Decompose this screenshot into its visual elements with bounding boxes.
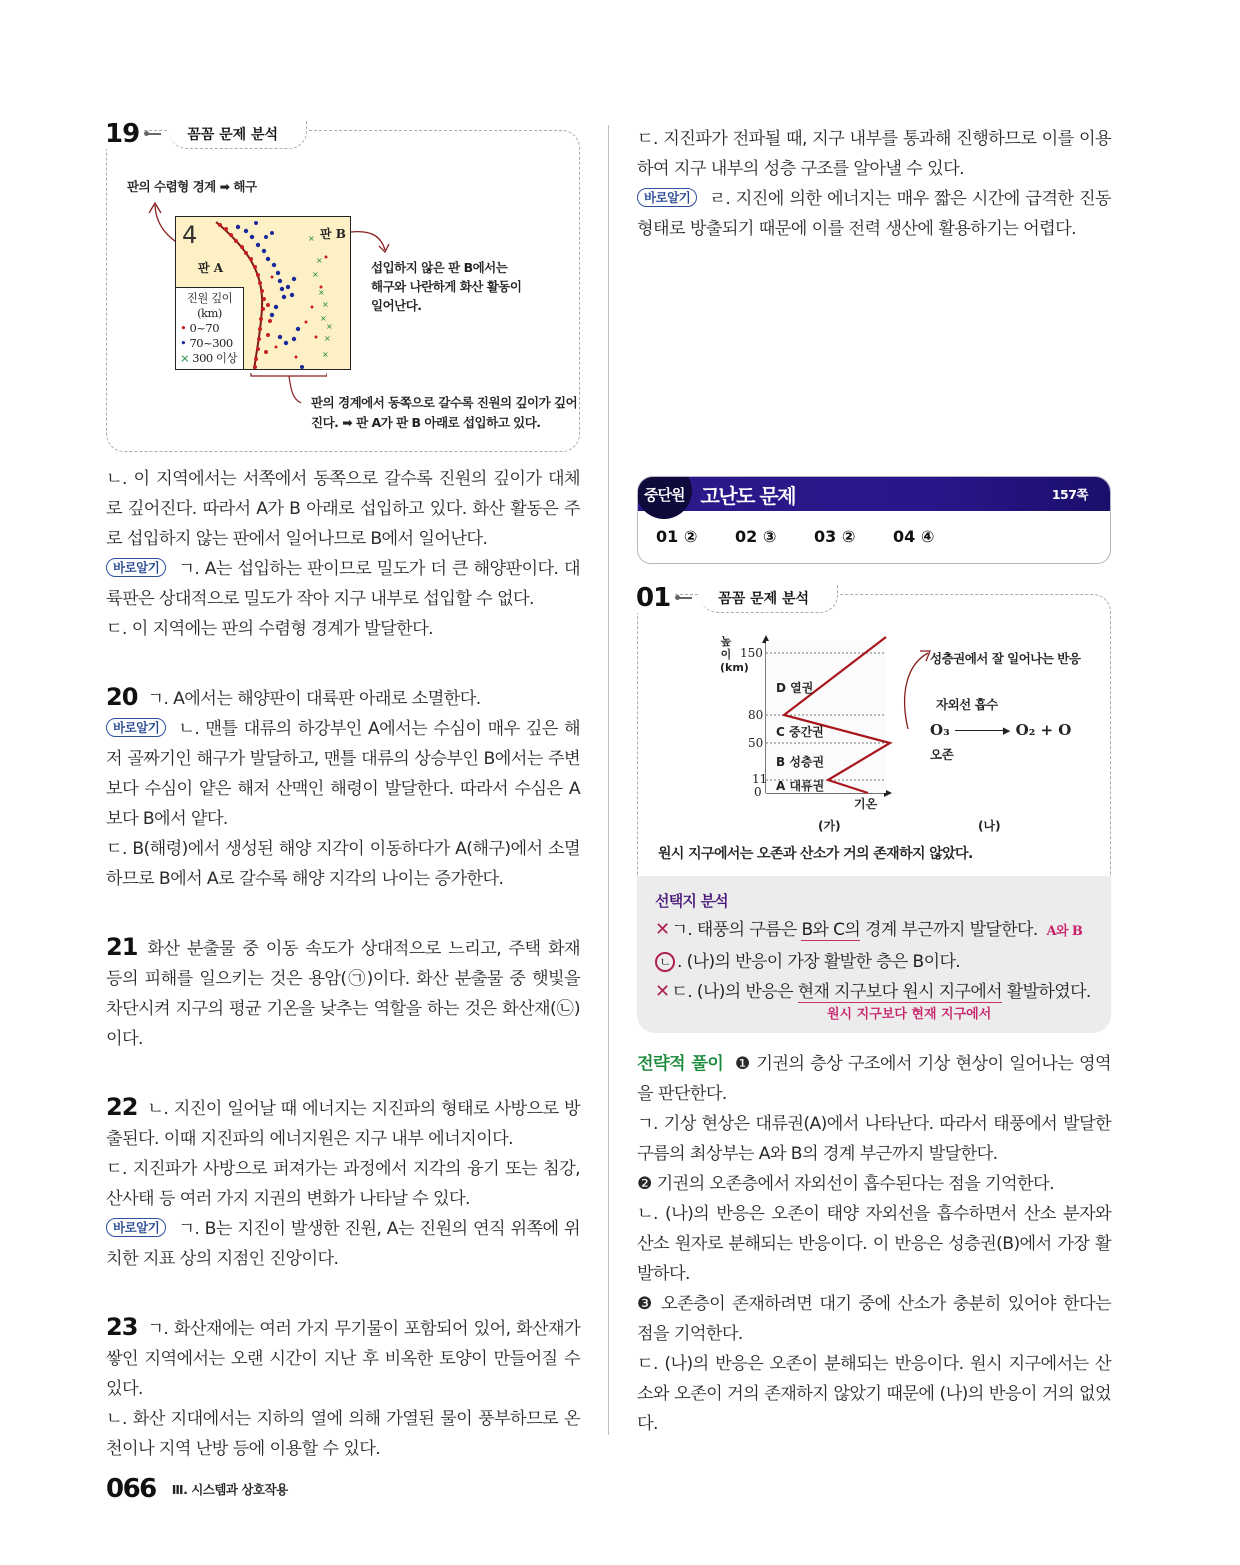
x-axis-label: 기온 [854,797,878,811]
connector-icon [678,597,692,599]
answer-item: 04 ④ [893,527,935,546]
question-number: 22 [106,1093,138,1121]
strategy-block [637,1049,1111,1439]
svg-text:0: 0 [754,785,762,799]
answer-key [638,511,1110,562]
analysis-label: 꼼꼼 문제 분석 [700,584,838,613]
annotation-right: 섭입하지 않은 판 B에서는 해구와 나란하게 화산 활동이 일어난다. [371,260,522,313]
correction-badge: 바로알기 [106,718,166,737]
q19-text: ㄴ. 이 지역에서는 서쪽에서 동쪽으로 갈수록 진원의 깊이가 대체로 깊어진다. 따라서 A가 B 아래로 섭입하고 있다. 화산 활동은 주로 섭입하지 않는 판에서 일어나므로 B에서 일어난다. [106,469,580,549]
answer-item: 01 ② [656,527,698,546]
layer-label: A 대류권 [776,779,825,793]
mid-unit-title: 고난도 문제 [700,483,796,508]
page-reference: 157쪽 [1051,487,1088,502]
plate-b-label: 판 B [320,227,346,241]
svg-text:×: × [312,270,319,279]
q22-continued [637,124,1111,244]
question-number: 20 [106,683,138,711]
svg-text:×: × [308,234,315,243]
earthquake-map [175,216,351,370]
q19-correction: 바로알기 ㄱ. A는 섭입하는 판이므로 밀도가 더 큰 해양판이다. 대륙판은 상대적으로 밀도가 작아 지구 내부로 섭입할 수 없다. [106,559,580,609]
q19-analysis-box [105,119,580,452]
choice-analysis-box [637,874,1111,1033]
svg-text:×: × [326,322,333,331]
page-number: 066 [106,1474,156,1504]
step-head: ❸ 오존층이 존재하려면 대기 중에 산소가 충분히 있어야 한다는 점을 기억한다. [637,1294,1111,1344]
choice-analysis-title: 선택지 분석 [655,892,728,910]
q21-text: 화산 분출물 중 이동 속도가 상대적으로 느리고, 주택 화재 등의 피해를 일으키는 것은 용암(㉠)이다. 화산 분출물 중 햇빛을 차단시켜 지구의 평균 기온을 낮추는 역할을 하는 것은 화산재(㉡)이다. [106,939,580,1049]
q22-correction: 바로알기 ㄱ. B는 지진이 발생한 진원, A는 진원의 연직 위쪽에 위치한 지표 상의 지점인 진앙이다. [106,1219,580,1269]
strategy-label: 전략적 풀이 [637,1054,724,1074]
step-head: ❷ 기권의 오존층에서 자외선이 흡수된다는 점을 기억한다. [637,1174,1054,1194]
svg-text:×: × [324,334,331,343]
svg-text:150: 150 [740,646,763,660]
correction-badge: 바로알기 [637,188,697,207]
q22-extra: ㄷ. 지진파가 전파될 때, 지구 내부를 통과해 진행하므로 이를 이용하여 지구 내부의 성층 구조를 알아낼 수 있다. [637,129,1111,179]
page-footer [106,1474,288,1504]
choice-row: ✕ ㄱ. 태풍의 구름은 B와 C의 경계 부근까지 발달한다. A와 B [655,919,1083,940]
mid-unit-bar [638,477,1110,511]
svg-text:×: × [320,314,327,323]
step-body: ㄱ. 기상 현상은 대류권(A)에서 나타난다. 따라서 태풍에서 발달한 구름의 최상부는 A와 B의 경계 부근까지 발달한다. [637,1114,1111,1164]
q01-analysis-box [636,583,1111,876]
q23-block [106,1312,580,1464]
ozone-label: 오존 [930,747,954,762]
q19-explanation [106,464,580,644]
map-legend [176,287,244,369]
left-column [106,120,580,1464]
correction-badge: 바로알기 [106,1218,166,1237]
annotation-top: 판의 수렴형 경계 ➡ 해구 [127,179,257,194]
question-number: 23 [106,1313,138,1341]
arrow-right-icon [351,226,391,256]
correct-circle-icon: ㄴ [655,952,675,972]
reaction-equation: O₃ ▸ O₂ + O [930,721,1072,739]
connector-icon [147,133,161,135]
corner-mark: 4 [182,221,198,249]
choice-row: ✕ ㄷ. (나)의 반응은 현재 지구보다 원시 지구에서 활발하였다. [655,981,1091,1002]
q20-first: ㄱ. A에서는 해양판이 대륙판 아래로 소멸한다. [147,689,481,709]
legend-title: 진원 깊이 [186,291,233,305]
q20-correction: 바로알기 ㄴ. 맨틀 대류의 하강부인 A에서는 수심이 매우 깊은 해저 골짜기인 해구가 발달하고, 맨틀 대류의 상승부인 B에서는 주변보다 수심이 얕은 해저 산맥인 해령이 발달한다. 따라서 수심은 A보다 B에서 얕다. [106,719,580,829]
footnote: 원시 지구에서는 오존과 산소가 거의 존재하지 않았다. [658,846,973,862]
choice-row: ㄴ . (나)의 반응이 가장 활발한 층은 B이다. [655,947,1093,977]
svg-text:×: × [322,350,329,359]
right-column [637,120,1111,1439]
legend-item: • 0~70 [180,321,220,335]
chapter-title: Ⅲ. 시스템과 상호작용 [171,1482,288,1497]
svg-text:×: × [322,300,329,309]
svg-text:11: 11 [752,772,768,786]
plate-a-label: 판 A [198,261,224,275]
q23-first: ㄱ. 화산재에는 여러 가지 무기물이 포함되어 있어, 화산재가 쌓인 지역에서는 오랜 시간이 지난 후 비옥한 토양이 만들어질 수 있다. [106,1319,580,1399]
wrong-x-icon: ✕ [655,919,670,940]
analysis-label: 꼼꼼 문제 분석 [169,120,307,149]
correction-note: A와 B [1046,924,1083,939]
q22-first: ㄴ. 지진이 일어날 때 에너지는 지진파의 형태로 사방으로 방출된다. 이때 지진파의 에너지원은 지구 내부 에너지이다. [106,1099,580,1149]
step-body: ㄷ. (나)의 반응은 오존이 분해되는 반응이다. 원시 지구에서는 산소와 오존이 거의 존재하지 않았기 때문에 (나)의 반응이 거의 없었다. [637,1354,1111,1434]
q22-second: ㄷ. 지진파가 사방으로 퍼져가는 과정에서 지각의 융기 또는 침강, 산사태 등 여러 가지 지권의 변화가 나타날 수 있다. [106,1159,580,1209]
legend-item: • 70~300 [180,336,233,350]
q20-block [106,682,580,894]
step-body: ㄴ. (나)의 반응은 오존이 태양 자외선을 흡수하면서 산소 분자와 산소 원자로 분해되는 반응이다. 이 반응은 성층권(B)에서 가장 활발하다. [637,1204,1111,1284]
svg-text:×: × [316,256,323,265]
q20-extra: ㄷ. B(해령)에서 생성된 해양 지각이 이동하다가 A(해구)에서 소멸하므로 B에서 A로 갈수록 해양 지각의 나이는 증가한다. [106,839,580,889]
step-head: ❶ 기권의 층상 구조에서 기상 현상이 일어나는 영역을 판단한다. [637,1054,1112,1104]
question-number: 19 [105,119,143,149]
q19-extra: ㄷ. 이 지역에는 판의 수렴형 경계가 발달한다. [106,619,433,639]
q21-block [106,932,580,1054]
answer-item: 03 ② [814,527,856,546]
graph-caption: (가) [818,819,841,833]
q22-correction-2: 바로알기 ㄹ. 지진에 의한 에너지는 매우 짧은 시간에 급격한 진동 형태로 방출되기 때문에 이를 전력 생산에 활용하기는 어렵다. [637,189,1111,239]
legend-unit: (km) [197,306,222,320]
svg-text:×: × [318,288,325,297]
correction-badge: 바로알기 [106,558,166,577]
column-divider [608,125,609,1435]
layer-label: C 중간권 [776,725,824,739]
mid-unit-header [637,476,1111,564]
legend-item: × 300 이상 [180,351,238,365]
correction-note: 원시 지구보다 현재 지구에서 [827,1007,992,1022]
layer-label: B 성층권 [776,755,825,769]
svg-text:80: 80 [748,708,764,722]
reaction-caption: (나) [978,819,1001,833]
annotation-bottom: 판의 경계에서 동쪽으로 갈수록 진원의 깊이가 깊어 진다. ➡ 판 A가 판 B 아래로 섭입하고 있다. [311,395,578,430]
mid-unit-tag: 중단원 [644,485,685,504]
question-number: 21 [106,933,138,961]
uv-label: 자외선 흡수 [936,697,998,712]
answer-item: 02 ③ [735,527,777,546]
layer-label: D 열권 [776,681,814,695]
reaction-note: 성층권에서 잘 일어나는 반응 [930,651,1081,666]
q23-second: ㄴ. 화산 지대에서는 지하의 열에 의해 가열된 물이 풍부하므로 온천이나 지역 난방 등에 이용할 수 있다. [106,1409,580,1459]
question-number: 01 [636,583,674,613]
wrong-x-icon: ✕ [655,981,670,1002]
q22-block [106,1092,580,1274]
y-axis-label: 높이(km) [720,635,749,674]
svg-text:50: 50 [748,736,764,750]
